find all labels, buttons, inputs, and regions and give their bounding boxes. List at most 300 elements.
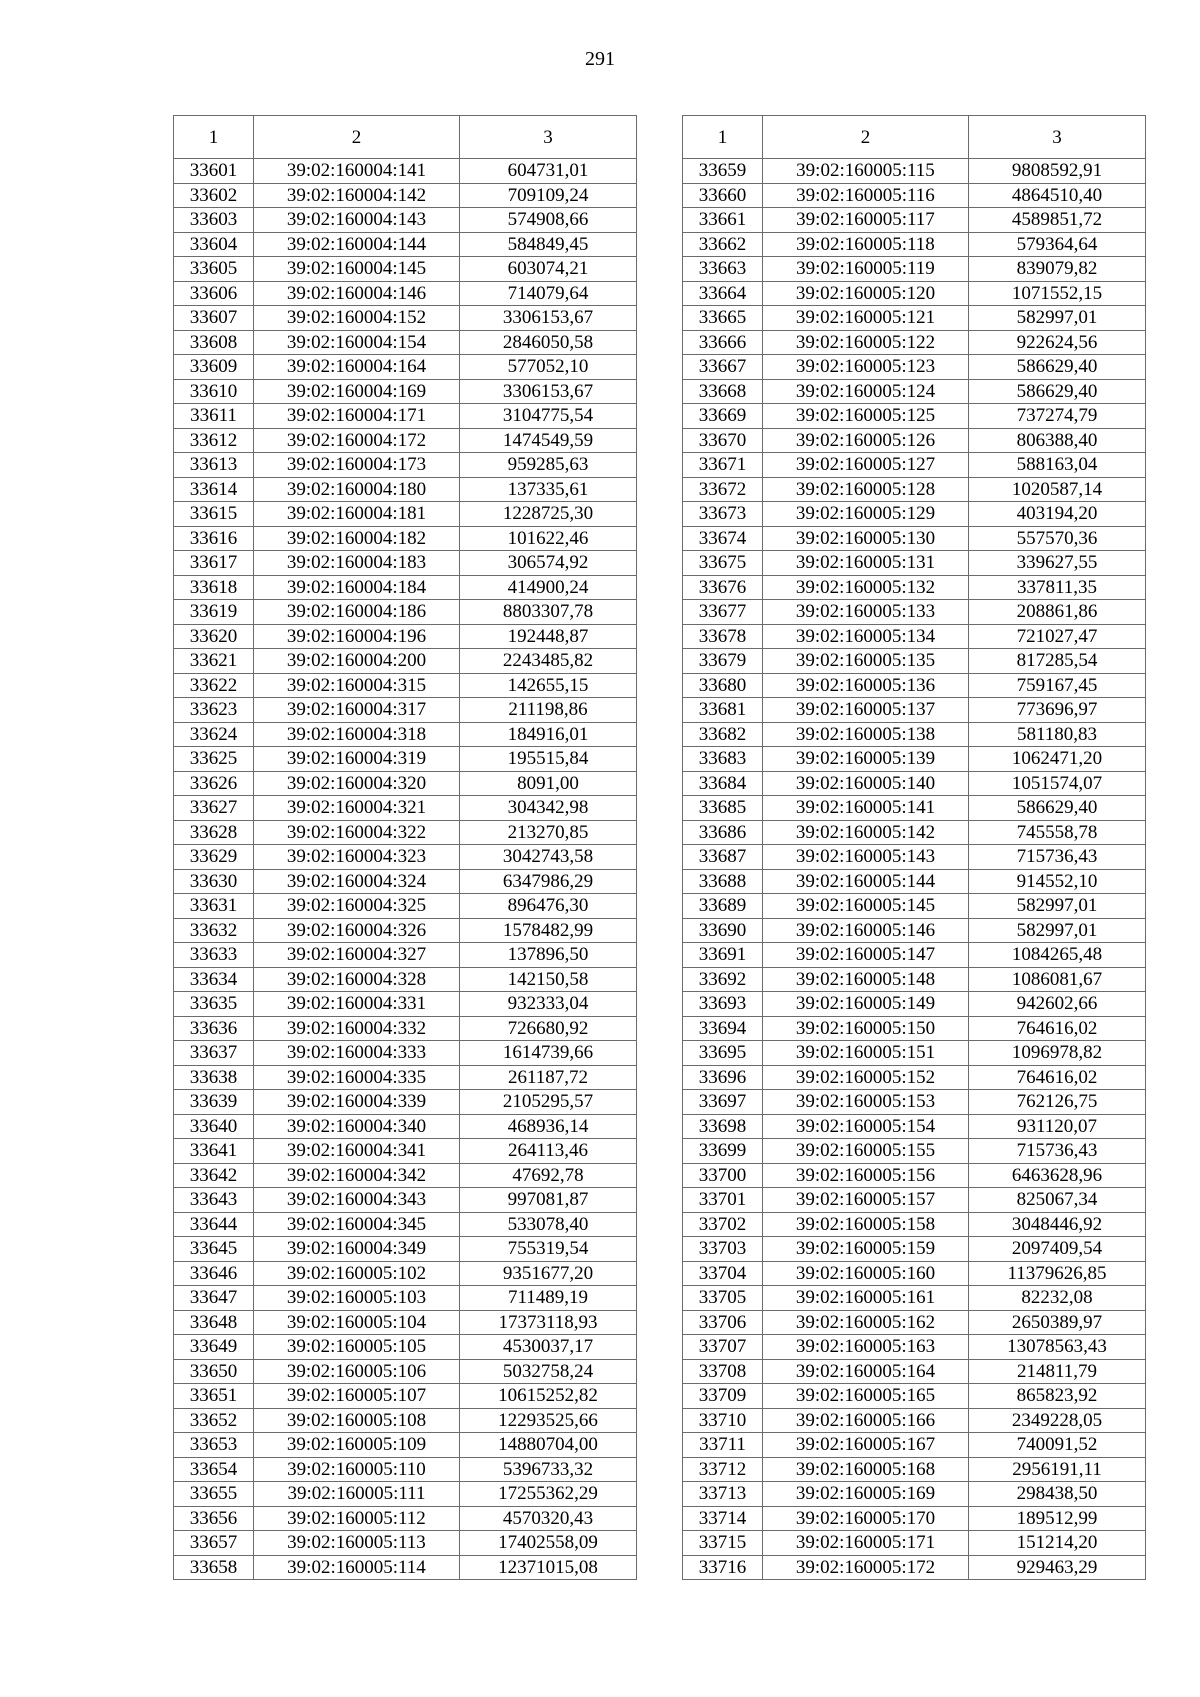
value-cell: 1614739,66 xyxy=(460,1041,637,1066)
table-row xyxy=(174,1286,637,1311)
table-row xyxy=(683,183,1146,208)
table-row xyxy=(174,1457,637,1482)
row-number-cell: 33669 xyxy=(683,404,763,429)
value-cell: 3042743,58 xyxy=(460,845,637,870)
row-number-cell: 33601 xyxy=(174,159,254,184)
row-number-cell: 33672 xyxy=(683,477,763,502)
cadastral-number-cell: 39:02:160004:331 xyxy=(254,992,460,1017)
table-row xyxy=(683,845,1146,870)
row-number-cell: 33641 xyxy=(174,1139,254,1164)
value-cell: 4864510,40 xyxy=(969,183,1146,208)
cadastral-number-cell: 39:02:160005:159 xyxy=(763,1237,969,1262)
table-row xyxy=(683,1139,1146,1164)
value-cell: 3306153,67 xyxy=(460,379,637,404)
value-cell: 711489,19 xyxy=(460,1286,637,1311)
cadastral-number-cell: 39:02:160005:137 xyxy=(763,698,969,723)
table-row xyxy=(174,1237,637,1262)
row-number-cell: 33627 xyxy=(174,796,254,821)
table-row xyxy=(683,1457,1146,1482)
row-number-cell: 33651 xyxy=(174,1384,254,1409)
table-row xyxy=(683,477,1146,502)
value-cell: 2105295,57 xyxy=(460,1090,637,1115)
value-cell: 584849,45 xyxy=(460,232,637,257)
table-row xyxy=(683,820,1146,845)
table-row xyxy=(174,1114,637,1139)
right-table-body xyxy=(683,159,1146,1580)
row-number-cell: 33673 xyxy=(683,502,763,527)
cadastral-number-cell: 39:02:160004:143 xyxy=(254,208,460,233)
value-cell: 574908,66 xyxy=(460,208,637,233)
value-cell: 137335,61 xyxy=(460,477,637,502)
cadastral-number-cell: 39:02:160005:151 xyxy=(763,1041,969,1066)
row-number-cell: 33665 xyxy=(683,306,763,331)
table-row xyxy=(174,698,637,723)
cadastral-number-cell: 39:02:160005:148 xyxy=(763,967,969,992)
value-cell: 755319,54 xyxy=(460,1237,637,1262)
cadastral-number-cell: 39:02:160004:171 xyxy=(254,404,460,429)
row-number-cell: 33613 xyxy=(174,453,254,478)
value-cell: 17373118,93 xyxy=(460,1310,637,1335)
row-number-cell: 33636 xyxy=(174,1016,254,1041)
cadastral-number-cell: 39:02:160005:117 xyxy=(763,208,969,233)
cadastral-number-cell: 39:02:160005:114 xyxy=(254,1555,460,1580)
row-number-cell: 33663 xyxy=(683,257,763,282)
table-row xyxy=(174,404,637,429)
row-number-cell: 33616 xyxy=(174,526,254,551)
row-number-cell: 33649 xyxy=(174,1335,254,1360)
value-cell: 2956191,11 xyxy=(969,1457,1146,1482)
value-cell: 764616,02 xyxy=(969,1065,1146,1090)
value-cell: 142655,15 xyxy=(460,673,637,698)
table-row xyxy=(683,1286,1146,1311)
table-row xyxy=(683,1065,1146,1090)
table-row xyxy=(174,771,637,796)
column-header: 3 xyxy=(460,116,637,159)
row-number-cell: 33703 xyxy=(683,1237,763,1262)
cadastral-number-cell: 39:02:160004:333 xyxy=(254,1041,460,1066)
table-row xyxy=(683,1041,1146,1066)
row-number-cell: 33679 xyxy=(683,649,763,674)
value-cell: 142150,58 xyxy=(460,967,637,992)
value-cell: 184916,01 xyxy=(460,722,637,747)
table-row xyxy=(174,624,637,649)
value-cell: 1062471,20 xyxy=(969,747,1146,772)
row-number-cell: 33670 xyxy=(683,428,763,453)
cadastral-number-cell: 39:02:160005:115 xyxy=(763,159,969,184)
value-cell: 586629,40 xyxy=(969,379,1146,404)
value-cell: 931120,07 xyxy=(969,1114,1146,1139)
cadastral-number-cell: 39:02:160004:327 xyxy=(254,943,460,968)
row-number-cell: 33618 xyxy=(174,575,254,600)
table-row xyxy=(683,1212,1146,1237)
row-number-cell: 33609 xyxy=(174,355,254,380)
row-number-cell: 33603 xyxy=(174,208,254,233)
cadastral-number-cell: 39:02:160004:183 xyxy=(254,551,460,576)
row-number-cell: 33694 xyxy=(683,1016,763,1041)
value-cell: 929463,29 xyxy=(969,1555,1146,1580)
cadastral-number-cell: 39:02:160005:138 xyxy=(763,722,969,747)
column-header: 1 xyxy=(683,116,763,159)
cadastral-number-cell: 39:02:160005:172 xyxy=(763,1555,969,1580)
row-number-cell: 33682 xyxy=(683,722,763,747)
value-cell: 737274,79 xyxy=(969,404,1146,429)
table-row xyxy=(174,747,637,772)
table-row xyxy=(174,1384,637,1409)
cadastral-number-cell: 39:02:160004:321 xyxy=(254,796,460,821)
table-row xyxy=(683,600,1146,625)
table-row xyxy=(683,967,1146,992)
table-row xyxy=(174,1408,637,1433)
row-number-cell: 33606 xyxy=(174,281,254,306)
table-row xyxy=(174,600,637,625)
value-cell: 588163,04 xyxy=(969,453,1146,478)
table-row xyxy=(174,1359,637,1384)
row-number-cell: 33666 xyxy=(683,330,763,355)
table-row xyxy=(174,183,637,208)
cadastral-number-cell: 39:02:160004:339 xyxy=(254,1090,460,1115)
row-number-cell: 33683 xyxy=(683,747,763,772)
row-number-cell: 33628 xyxy=(174,820,254,845)
cadastral-number-cell: 39:02:160005:104 xyxy=(254,1310,460,1335)
value-cell: 2650389,97 xyxy=(969,1310,1146,1335)
cadastral-number-cell: 39:02:160005:170 xyxy=(763,1506,969,1531)
row-number-cell: 33662 xyxy=(683,232,763,257)
table-row xyxy=(174,575,637,600)
cadastral-number-cell: 39:02:160005:123 xyxy=(763,355,969,380)
table-row xyxy=(174,379,637,404)
table-row xyxy=(683,453,1146,478)
row-number-cell: 33643 xyxy=(174,1188,254,1213)
row-number-cell: 33668 xyxy=(683,379,763,404)
cadastral-number-cell: 39:02:160005:144 xyxy=(763,869,969,894)
cadastral-number-cell: 39:02:160004:200 xyxy=(254,649,460,674)
table-row xyxy=(174,1261,637,1286)
cadastral-number-cell: 39:02:160004:322 xyxy=(254,820,460,845)
value-cell: 13078563,43 xyxy=(969,1335,1146,1360)
cadastral-number-cell: 39:02:160005:157 xyxy=(763,1188,969,1213)
table-row xyxy=(683,1016,1146,1041)
left-table xyxy=(173,115,637,1580)
row-number-cell: 33675 xyxy=(683,551,763,576)
value-cell: 11379626,85 xyxy=(969,1261,1146,1286)
table-row xyxy=(683,1163,1146,1188)
row-number-cell: 33642 xyxy=(174,1163,254,1188)
table-row xyxy=(683,208,1146,233)
cadastral-number-cell: 39:02:160005:171 xyxy=(763,1531,969,1556)
row-number-cell: 33622 xyxy=(174,673,254,698)
cadastral-number-cell: 39:02:160005:119 xyxy=(763,257,969,282)
row-number-cell: 33676 xyxy=(683,575,763,600)
row-number-cell: 33671 xyxy=(683,453,763,478)
table-row xyxy=(683,1506,1146,1531)
value-cell: 304342,98 xyxy=(460,796,637,821)
table-row xyxy=(174,526,637,551)
cadastral-number-cell: 39:02:160005:165 xyxy=(763,1384,969,1409)
table-row xyxy=(683,1090,1146,1115)
value-cell: 533078,40 xyxy=(460,1212,637,1237)
table-row xyxy=(683,551,1146,576)
cadastral-number-cell: 39:02:160004:154 xyxy=(254,330,460,355)
value-cell: 414900,24 xyxy=(460,575,637,600)
row-number-cell: 33711 xyxy=(683,1433,763,1458)
cadastral-number-cell: 39:02:160005:125 xyxy=(763,404,969,429)
cadastral-number-cell: 39:02:160005:168 xyxy=(763,1457,969,1482)
table-row xyxy=(683,771,1146,796)
cadastral-number-cell: 39:02:160005:124 xyxy=(763,379,969,404)
value-cell: 195515,84 xyxy=(460,747,637,772)
cadastral-number-cell: 39:02:160005:156 xyxy=(763,1163,969,1188)
value-cell: 582997,01 xyxy=(969,918,1146,943)
table-row xyxy=(683,306,1146,331)
cadastral-number-cell: 39:02:160005:122 xyxy=(763,330,969,355)
value-cell: 261187,72 xyxy=(460,1065,637,1090)
table-row xyxy=(174,1065,637,1090)
table-row xyxy=(174,1163,637,1188)
value-cell: 4570320,43 xyxy=(460,1506,637,1531)
cadastral-number-cell: 39:02:160005:112 xyxy=(254,1506,460,1531)
value-cell: 213270,85 xyxy=(460,820,637,845)
row-number-cell: 33631 xyxy=(174,894,254,919)
column-header: 1 xyxy=(174,116,254,159)
cadastral-number-cell: 39:02:160005:142 xyxy=(763,820,969,845)
cadastral-number-cell: 39:02:160005:139 xyxy=(763,747,969,772)
row-number-cell: 33635 xyxy=(174,992,254,1017)
table-row xyxy=(174,306,637,331)
table-row xyxy=(683,1237,1146,1262)
table-row xyxy=(174,232,637,257)
table-row xyxy=(683,232,1146,257)
cadastral-number-cell: 39:02:160004:172 xyxy=(254,428,460,453)
cadastral-number-cell: 39:02:160004:196 xyxy=(254,624,460,649)
value-cell: 577052,10 xyxy=(460,355,637,380)
value-cell: 1096978,82 xyxy=(969,1041,1146,1066)
value-cell: 773696,97 xyxy=(969,698,1146,723)
cadastral-number-cell: 39:02:160004:152 xyxy=(254,306,460,331)
table-row xyxy=(683,281,1146,306)
row-number-cell: 33667 xyxy=(683,355,763,380)
value-cell: 1578482,99 xyxy=(460,918,637,943)
cadastral-number-cell: 39:02:160004:325 xyxy=(254,894,460,919)
cadastral-number-cell: 39:02:160005:161 xyxy=(763,1286,969,1311)
cadastral-number-cell: 39:02:160004:320 xyxy=(254,771,460,796)
cadastral-number-cell: 39:02:160005:120 xyxy=(763,281,969,306)
table-row xyxy=(683,992,1146,1017)
table-row xyxy=(174,330,637,355)
value-cell: 3306153,67 xyxy=(460,306,637,331)
row-number-cell: 33615 xyxy=(174,502,254,527)
cadastral-number-cell: 39:02:160004:326 xyxy=(254,918,460,943)
cadastral-number-cell: 39:02:160005:146 xyxy=(763,918,969,943)
row-number-cell: 33713 xyxy=(683,1482,763,1507)
table-row xyxy=(174,845,637,870)
table-row xyxy=(174,943,637,968)
cadastral-number-cell: 39:02:160005:140 xyxy=(763,771,969,796)
value-cell: 726680,92 xyxy=(460,1016,637,1041)
cadastral-number-cell: 39:02:160004:180 xyxy=(254,477,460,502)
cadastral-number-cell: 39:02:160005:121 xyxy=(763,306,969,331)
table-row xyxy=(683,894,1146,919)
value-cell: 1228725,30 xyxy=(460,502,637,527)
value-cell: 579364,64 xyxy=(969,232,1146,257)
value-cell: 3048446,92 xyxy=(969,1212,1146,1237)
cadastral-number-cell: 39:02:160004:141 xyxy=(254,159,460,184)
row-number-cell: 33620 xyxy=(174,624,254,649)
value-cell: 959285,63 xyxy=(460,453,637,478)
table-row xyxy=(174,1433,637,1458)
value-cell: 339627,55 xyxy=(969,551,1146,576)
cadastral-number-cell: 39:02:160005:164 xyxy=(763,1359,969,1384)
table-row xyxy=(683,379,1146,404)
row-number-cell: 33632 xyxy=(174,918,254,943)
cadastral-number-cell: 39:02:160004:343 xyxy=(254,1188,460,1213)
row-number-cell: 33640 xyxy=(174,1114,254,1139)
value-cell: 5396733,32 xyxy=(460,1457,637,1482)
value-cell: 12371015,08 xyxy=(460,1555,637,1580)
table-row xyxy=(174,967,637,992)
table-row xyxy=(174,453,637,478)
row-number-cell: 33695 xyxy=(683,1041,763,1066)
value-cell: 298438,50 xyxy=(969,1482,1146,1507)
cadastral-number-cell: 39:02:160005:127 xyxy=(763,453,969,478)
cadastral-number-cell: 39:02:160005:113 xyxy=(254,1531,460,1556)
value-cell: 17402558,09 xyxy=(460,1531,637,1556)
cadastral-number-cell: 39:02:160005:166 xyxy=(763,1408,969,1433)
value-cell: 714079,64 xyxy=(460,281,637,306)
cadastral-number-cell: 39:02:160005:106 xyxy=(254,1359,460,1384)
row-number-cell: 33686 xyxy=(683,820,763,845)
value-cell: 101622,46 xyxy=(460,526,637,551)
row-number-cell: 33610 xyxy=(174,379,254,404)
row-number-cell: 33656 xyxy=(174,1506,254,1531)
table-row xyxy=(174,820,637,845)
cadastral-number-cell: 39:02:160005:136 xyxy=(763,673,969,698)
value-cell: 5032758,24 xyxy=(460,1359,637,1384)
table-row xyxy=(683,404,1146,429)
value-cell: 211198,86 xyxy=(460,698,637,723)
value-cell: 764616,02 xyxy=(969,1016,1146,1041)
value-cell: 9351677,20 xyxy=(460,1261,637,1286)
cadastral-number-cell: 39:02:160004:345 xyxy=(254,1212,460,1237)
row-number-cell: 33614 xyxy=(174,477,254,502)
row-number-cell: 33611 xyxy=(174,404,254,429)
cadastral-number-cell: 39:02:160005:129 xyxy=(763,502,969,527)
table-row xyxy=(174,1482,637,1507)
table-row xyxy=(683,1188,1146,1213)
cadastral-number-cell: 39:02:160005:155 xyxy=(763,1139,969,1164)
row-number-cell: 33685 xyxy=(683,796,763,821)
cadastral-number-cell: 39:02:160005:152 xyxy=(763,1065,969,1090)
row-number-cell: 33716 xyxy=(683,1555,763,1580)
value-cell: 721027,47 xyxy=(969,624,1146,649)
cadastral-number-cell: 39:02:160005:128 xyxy=(763,477,969,502)
row-number-cell: 33692 xyxy=(683,967,763,992)
row-number-cell: 33608 xyxy=(174,330,254,355)
value-cell: 151214,20 xyxy=(969,1531,1146,1556)
row-number-cell: 33658 xyxy=(174,1555,254,1580)
value-cell: 192448,87 xyxy=(460,624,637,649)
cadastral-number-cell: 39:02:160004:340 xyxy=(254,1114,460,1139)
cadastral-number-cell: 39:02:160005:105 xyxy=(254,1335,460,1360)
row-number-cell: 33707 xyxy=(683,1335,763,1360)
cadastral-number-cell: 39:02:160005:103 xyxy=(254,1286,460,1311)
value-cell: 582997,01 xyxy=(969,306,1146,331)
value-cell: 740091,52 xyxy=(969,1433,1146,1458)
cadastral-number-cell: 39:02:160004:332 xyxy=(254,1016,460,1041)
row-number-cell: 33689 xyxy=(683,894,763,919)
value-cell: 932333,04 xyxy=(460,992,637,1017)
cadastral-number-cell: 39:02:160004:342 xyxy=(254,1163,460,1188)
row-number-cell: 33677 xyxy=(683,600,763,625)
cadastral-number-cell: 39:02:160004:182 xyxy=(254,526,460,551)
row-number-cell: 33653 xyxy=(174,1433,254,1458)
row-number-cell: 33696 xyxy=(683,1065,763,1090)
table-row xyxy=(174,722,637,747)
cadastral-number-cell: 39:02:160005:134 xyxy=(763,624,969,649)
table-row xyxy=(683,673,1146,698)
value-cell: 557570,36 xyxy=(969,526,1146,551)
cadastral-number-cell: 39:02:160005:158 xyxy=(763,1212,969,1237)
row-number-cell: 33617 xyxy=(174,551,254,576)
value-cell: 1020587,14 xyxy=(969,477,1146,502)
table-row xyxy=(174,1310,637,1335)
row-number-cell: 33678 xyxy=(683,624,763,649)
row-number-cell: 33638 xyxy=(174,1065,254,1090)
column-header: 3 xyxy=(969,116,1146,159)
table-row xyxy=(174,428,637,453)
table-row xyxy=(683,428,1146,453)
table-row xyxy=(683,575,1146,600)
cadastral-number-cell: 39:02:160004:335 xyxy=(254,1065,460,1090)
table-row xyxy=(174,796,637,821)
value-cell: 1051574,07 xyxy=(969,771,1146,796)
value-cell: 6463628,96 xyxy=(969,1163,1146,1188)
table-row xyxy=(683,1310,1146,1335)
cadastral-number-cell: 39:02:160005:162 xyxy=(763,1310,969,1335)
page-number: 291 xyxy=(585,48,615,70)
row-number-cell: 33645 xyxy=(174,1237,254,1262)
row-number-cell: 33702 xyxy=(683,1212,763,1237)
value-cell: 2349228,05 xyxy=(969,1408,1146,1433)
value-cell: 208861,86 xyxy=(969,600,1146,625)
value-cell: 8803307,78 xyxy=(460,600,637,625)
cadastral-number-cell: 39:02:160005:108 xyxy=(254,1408,460,1433)
value-cell: 2243485,82 xyxy=(460,649,637,674)
row-number-cell: 33637 xyxy=(174,1041,254,1066)
value-cell: 839079,82 xyxy=(969,257,1146,282)
table-row xyxy=(683,526,1146,551)
row-number-cell: 33605 xyxy=(174,257,254,282)
value-cell: 865823,92 xyxy=(969,1384,1146,1409)
table-row xyxy=(683,869,1146,894)
value-cell: 745558,78 xyxy=(969,820,1146,845)
value-cell: 922624,56 xyxy=(969,330,1146,355)
row-number-cell: 33629 xyxy=(174,845,254,870)
table-row xyxy=(683,330,1146,355)
table-row xyxy=(174,869,637,894)
table-row xyxy=(683,1555,1146,1580)
table-row xyxy=(683,943,1146,968)
value-cell: 709109,24 xyxy=(460,183,637,208)
row-number-cell: 33634 xyxy=(174,967,254,992)
cadastral-number-cell: 39:02:160005:111 xyxy=(254,1482,460,1507)
row-number-cell: 33644 xyxy=(174,1212,254,1237)
cadastral-number-cell: 39:02:160004:173 xyxy=(254,453,460,478)
row-number-cell: 33701 xyxy=(683,1188,763,1213)
value-cell: 8091,00 xyxy=(460,771,637,796)
cadastral-number-cell: 39:02:160004:169 xyxy=(254,379,460,404)
cadastral-number-cell: 39:02:160004:184 xyxy=(254,575,460,600)
table-row xyxy=(174,1506,637,1531)
